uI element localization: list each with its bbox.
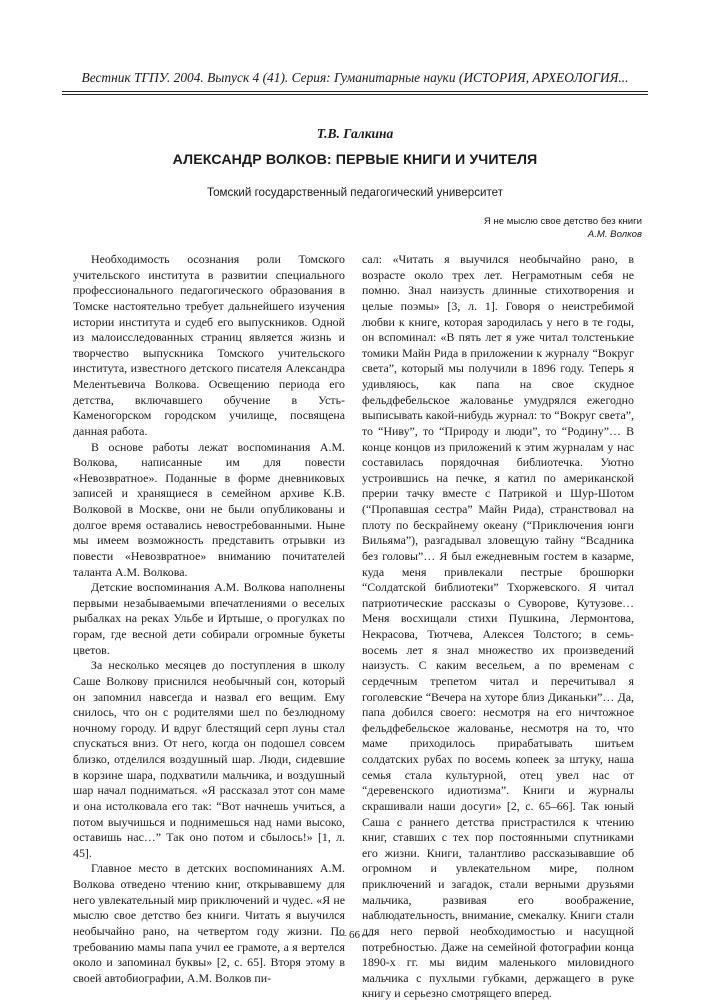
left-column [73,252,345,986]
epigraph [342,215,642,241]
paragraph: Главное место в детских воспоминаниях А.М. Волкова отведено чтению книг, открывавшему для него увлекательный мир приключений и чудес. «Я не мыслю свое детство без книги. Читать я выучился необычайно рано, на четвертом году жизни. По требованию мамы папа учил ее грамоте, а я вертелся около и запоминал буквы» [2, с. 65]. Вторя этому в своей автобиографии, А.М. Волков пи- [73,861,345,985]
author-name: Т.В. Галкина [316,126,394,141]
paragraph: За несколько месяцев до поступления в школу Саше Волкову приснился необычный сон, который он запомнил навсегда и назвал его вещим. Ему снилось, что он с родителями шел по безлюдному ночному городу. И вдруг блестящий серп луны стал спускаться вниз. От него, когда он подошел совсем близко, отделился воздушный шар. Люди, сидевшие в корзине шара, подхватили мальчика, и воздушный шар начал подниматься. «Я рассказал этот сон маме и она истолковала его так: “Вот начнешь учиться, а потом выучишься и поднимешься над нами высоко, оставишь нас…” Так оно потом и сбылось!» [1, л. 45]. [73,658,345,860]
header-rule-top [62,91,648,92]
epigraph-quote: Я не мыслю свое детство без книги [483,216,642,227]
page-number: — 66 — [335,929,374,941]
header-rule-bottom [62,94,648,95]
author-affiliation: Томский государственный педагогический университет [206,186,504,199]
article-title: АЛЕКСАНДР ВОЛКОВ: ПЕРВЫЕ КНИГИ И УЧИТЕЛЯ [172,152,538,168]
paragraph: В основе работы лежат воспоминания А.М. Волкова, написанные им для повести «Невозвратное». Поданные в форме дневниковых записей и хранящиеся в семейном архиве К.В. Волковой в Москве, они не были опубликованы и долгое время оставались невостребованными. Ныне мы имеем возможность представить отрывки из повести «Невозвратное» вниманию почитателей таланта А.М. Волкова. [73,439,345,579]
right-column [362,252,634,1002]
paragraph: сал: «Читать я выучился необычайно рано, в возрасте около трех лет. Неграмотным себя не помню. Знал наизусть длинные стихотворения и целые поэмы» [3, л. 1]. Говоря о неистребимой любви к книге, которая зародилась у него в те годы, он вспоминал: «В пять лет я уже читал толстенькие томики Майн Рида в приложении к журналу “Вокруг света”, который мы получили в 1896 году. Теперь я удивляюсь, как папа на свое скудное фельдфебельское жалованье умудрялся ежегодно выписывать какой-нибудь журнал: то “Вокруг света”, то “Ниву”, то “Природу и люди”, то “Родину”… В конце концов из приложений к этим журналам у нас составилась порядочная библиотечка. Уютно устроившись на печке, я катил по американской прерии тачку вместе с Патрикой и Шур-Шотом (“Пропавшая сестра” Майн Рида), странствовал на плоту по бескрайнему океану (“Приключения юнги Вильяма”), разгадывал зловещую тайну “Всадника без головы”… Я был ежедневным гостем в казарме, куда меня привлекали пестрые брошюрки “Солдатской библиотеки” Тхоржевского. Я читал патриотические рассказы о Суворове, Кутузове… Меня восхищали стихи Пушкина, Лермонтова, Некрасова, Тютчева, Алексея Толстого; в семь-восемь лет я знал множество их произведений наизусть. С каким весельем, а по временам с сердечным трепетом читал и перечитывал я гоголевские “Вечера на хуторе близ Диканьки”… Да, папа добился своего: несмотря на его ничтожное фельдфебельское жалованье, несмотря на то, что маме приходилось прирабатывать шитьем солдатских рубах по восемь копеек за штуку, наша семья стала культурной, отец увел нас от “деревенского идиотизма”. Книги и журналы скрашивали наши досуги» [2, с. 65–66]. Так юный Саша с раннего детства пристрастился к чтению книг, ставших с тех пор постоянными спутниками его жизни. Книги, талантливо рассказывавшие об огромном и увлекательном мире, полном приключений и загадок, стали верными друзьями мальчика, развивая его воображение, наблюдательность, внимание, смекалку. Книги стали для него первой необходимостью и насущной потребностью. Даже на семейной фотографии конца 1890-х гг. мы видим маленького миловидного мальчика с пухлыми губками, держащего в руке книгу и серьезно смотрящего вперед. [362,252,634,1001]
paragraph: Детские воспоминания А.М. Волкова наполнены первыми незабываемыми впечатлениями о веселых рыбалках на реках Ульбе и Иртыше, о прогулках по горам, где весной дети собирали огромные букеты цветов. [73,580,345,657]
epigraph-author: А.М. Волков [587,229,642,240]
running-header: Вестник ТГПУ. 2004. Выпуск 4 (41). Серия: Гуманитарные науки (ИСТОРИЯ, АРХЕОЛОГИЯ... [81,70,629,85]
paragraph: Необходимость осознания роли Томского учительского института в развитии специального профессионального педагогического образования в Томске настоятельно требует дальнейшего изучения истории института и судеб его выпускников. Одной из малоисследованных страниц является жизнь и творчество выпускника Томского учительского института, известного детского писателя Александра Мелентьевича Волкова. Освещению периода его детства, включавшего обучение в Усть-Каменогорском городском училище, посвящена данная работа. [73,252,345,438]
